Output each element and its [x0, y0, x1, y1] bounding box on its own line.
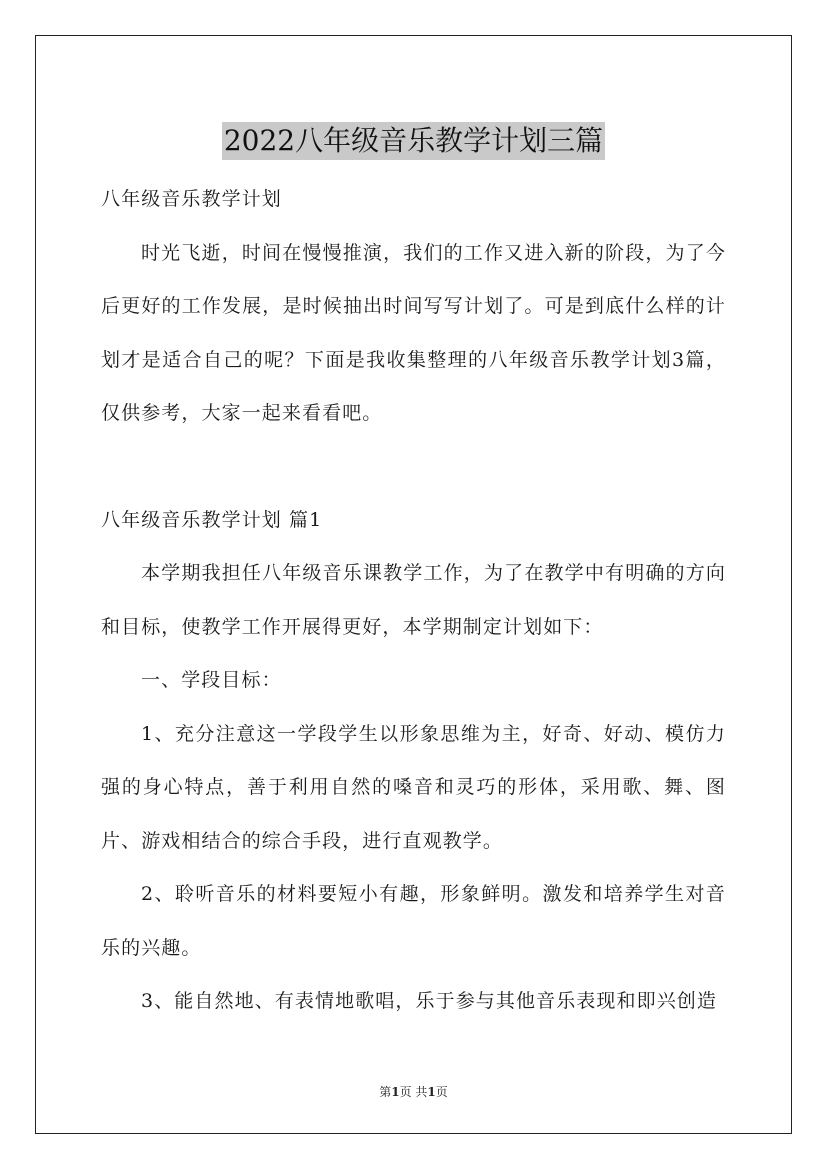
goal-item-2: 2、聆听音乐的材料要短小有趣，形象鲜明。激发和培养学生对音乐的兴趣。 [101, 883, 726, 959]
document-title: 2022八年级音乐教学计划三篇 [222, 122, 605, 160]
page-footer [0, 1083, 827, 1100]
section-heading-intro: 八年级音乐教学计划 [101, 188, 282, 210]
footer-mid: 页 共 [399, 1085, 428, 1099]
footer-page-total: 1 [427, 1085, 436, 1099]
section-heading-part1: 八年级音乐教学计划 篇1 [101, 508, 323, 531]
intro-paragraph: 时光飞逝，时间在慢慢推演，我们的工作又进入新的阶段，为了今后更好的工作发展，是时候抽出时间写写计划了。可是到底什么样的计划才是适合自己的呢？下面是我收集整理的八年级音乐教学计划3篇，仅供参考，大家一起来看看吧。 [101, 241, 726, 424]
footer-prefix: 第 [379, 1085, 392, 1099]
footer-page-current: 1 [391, 1085, 400, 1099]
title-container [0, 103, 827, 179]
document-body [101, 173, 726, 1029]
part1-intro-paragraph: 本学期我担任八年级音乐课教学工作，为了在教学中有明确的方向和目标，使教学工作开展得更好，本学期制定计划如下： [101, 562, 726, 638]
goal-item-3: 3、能自然地、有表情地歌唱，乐于参与其他音乐表现和即兴创造 [141, 990, 717, 1012]
footer-suffix: 页 [435, 1085, 448, 1099]
subheading-goals: 一、学段目标： [141, 669, 282, 691]
blank-line [101, 441, 726, 494]
goal-item-1: 1、充分注意这一学段学生以形象思维为主，好奇、好动、模仿力强的身心特点，善于利用自然的嗓音和灵巧的形体，采用歌、舞、图片、游戏相结合的综合手段，进行直观教学。 [101, 722, 726, 852]
